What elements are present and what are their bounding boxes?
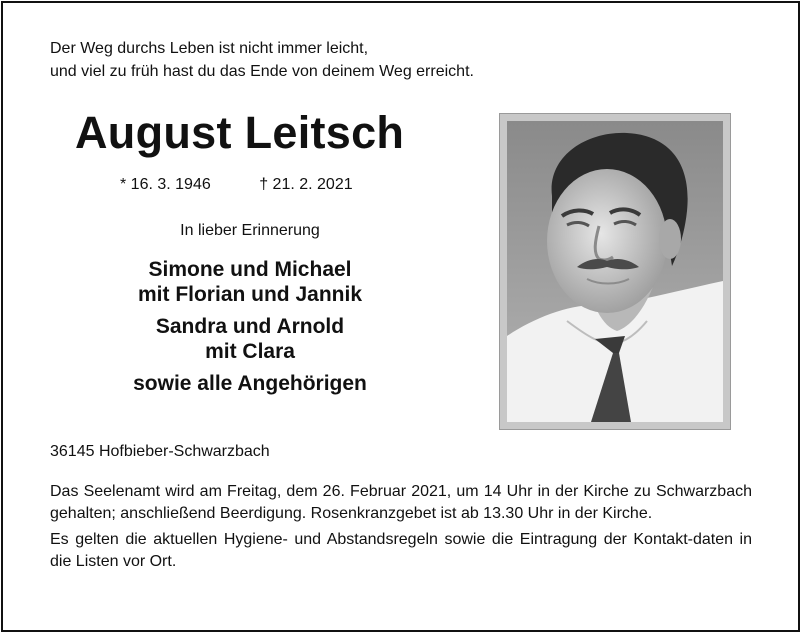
memory-label: In lieber Erinnerung — [180, 222, 320, 239]
birth-date: * 16. 3. 1946 — [120, 176, 211, 193]
portrait-photo — [507, 121, 723, 422]
mourners-list — [0, 257, 500, 396]
notice-paragraph-2: Es gelten die aktuellen Hygiene- und Abstandsregeln sowie die Eintragung der Kontakt-daten in die Listen vor Ort. — [50, 531, 752, 570]
mourner-line: mit Clara — [205, 340, 295, 363]
notice-paragraph-1: Das Seelenamt wird am Freitag, dem 26. Februar 2021, um 14 Uhr in der Kirche zu Schwarzbach gehalten; anschließend Beerdigung. Rosenkranzgebet ist ab 13.30 Uhr in der Kirche. — [50, 483, 752, 522]
mourner-line: mit Florian und Jannik — [137, 283, 363, 306]
mourner-group-2 — [0, 314, 500, 364]
mourner-line: Sandra und Arnold — [155, 315, 345, 338]
portrait-illustration — [507, 121, 723, 422]
life-dates — [120, 176, 353, 194]
funeral-notice — [50, 481, 752, 577]
mourner-relatives: sowie alle Angehörigen — [133, 372, 367, 395]
memorial-verse — [50, 37, 474, 83]
mourner-group-1 — [0, 257, 500, 307]
verse-line-1: Der Weg durchs Leben ist nicht immer leicht, — [50, 40, 369, 57]
portrait-frame — [499, 113, 731, 430]
mourner-line: Simone und Michael — [148, 258, 352, 281]
verse-line-2: und viel zu früh hast du das Ende von deinem Weg erreicht. — [50, 63, 474, 80]
location-text: 36145 Hofbieber-Schwarzbach — [50, 443, 270, 460]
death-date: † 21. 2. 2021 — [259, 176, 353, 193]
deceased-name: August Leitsch — [75, 107, 405, 158]
